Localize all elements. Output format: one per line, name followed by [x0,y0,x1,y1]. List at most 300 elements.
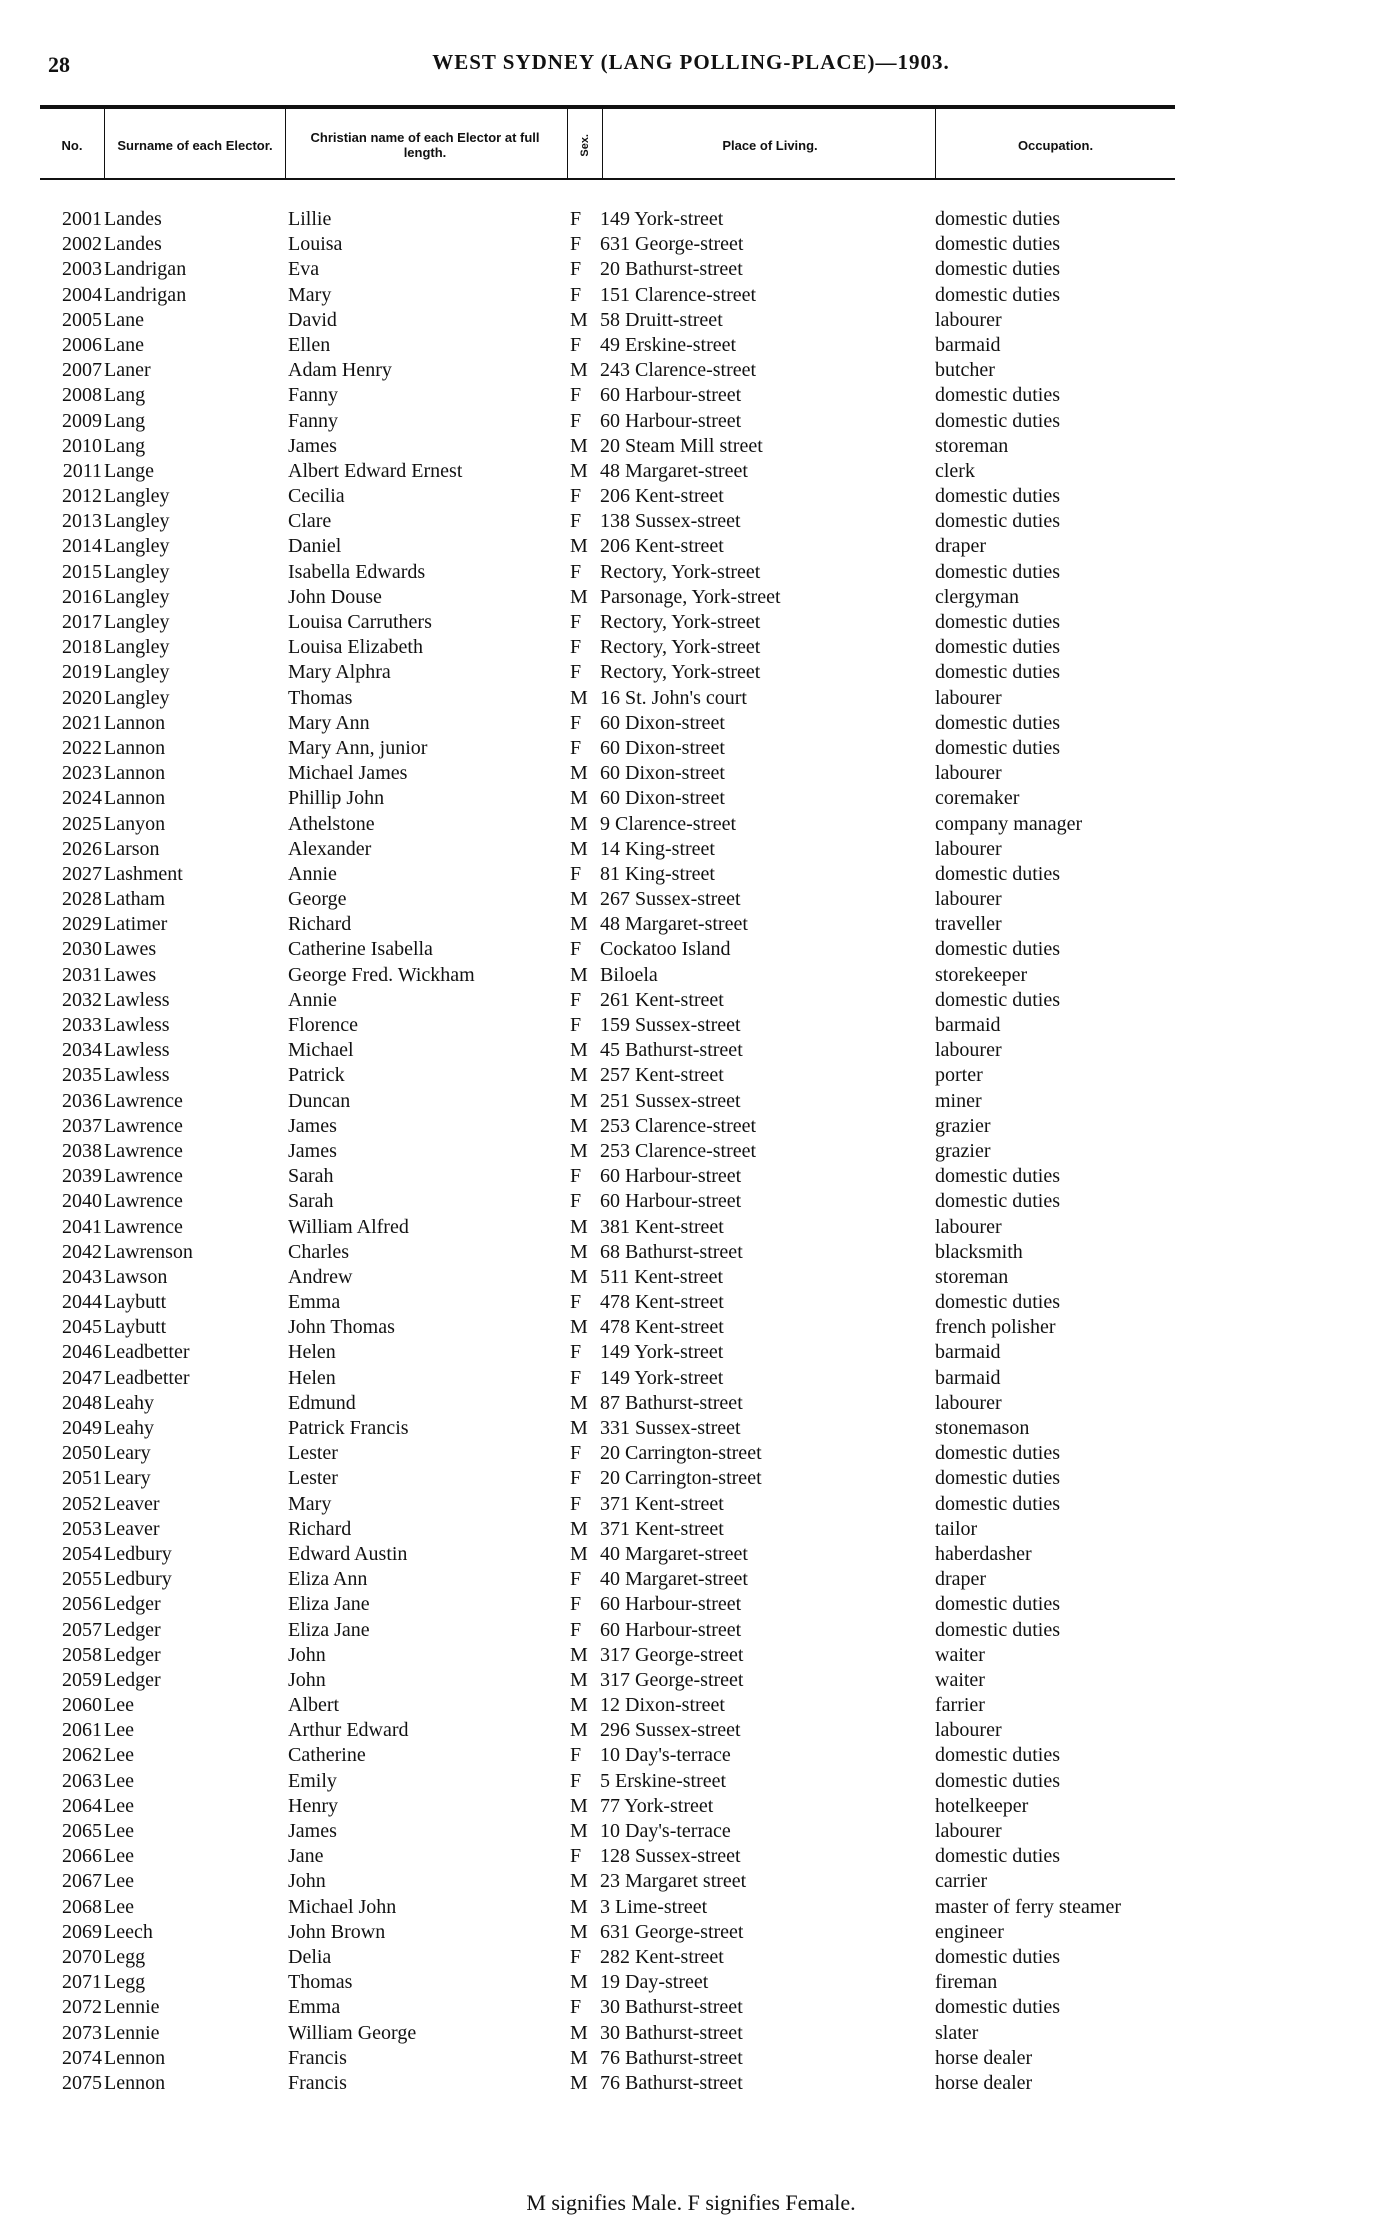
elector-surname: Leahy [104,1417,154,1439]
elector-sex: M [570,535,588,558]
elector-surname: Lawes [104,963,157,986]
elector-occupation: domestic duties [935,409,1060,432]
elector-sex: M [570,888,588,911]
table-row [0,1794,1382,1819]
elector-number: 2066 [62,1845,102,1868]
footer-legend: M signifies Male. F signifies Female. [526,2190,856,2215]
elector-surname: Langley [104,535,170,558]
elector-number: 2039 [62,1165,102,1188]
elector-christian-name: Arthur Edward [288,1719,409,1742]
elector-christian-name: Eliza Jane [288,1593,370,1616]
elector-sex: F [570,560,582,583]
elector-number: 2029 [62,913,102,936]
column-header-christian: Christian name of each Elector at full length. [310,130,540,160]
elector-occupation: domestic duties [935,1291,1060,1314]
elector-occupation: master of ferry steamer [935,1895,1122,1918]
elector-number: 2031 [62,963,102,986]
elector-number: 2001 [62,208,102,230]
elector-sex: M [570,837,588,860]
table-row [0,1819,1382,1844]
table-row [0,1542,1382,1567]
elector-place-of-living: Rectory, York-street [600,560,761,583]
elector-christian-name: Mary [288,1492,332,1515]
elector-christian-name: Catherine [288,1744,366,1767]
elector-christian-name: William George [288,2021,417,2044]
table-row [0,1718,1382,1743]
elector-christian-name: Lester [288,1442,338,1465]
elector-surname: Lee [104,1744,134,1767]
elector-place-of-living: 68 Bathurst-street [600,1240,743,1263]
elector-place-of-living: 30 Bathurst-street [600,1996,743,2019]
table-row [0,862,1382,887]
elector-place-of-living: 149 York-street [600,1366,724,1389]
elector-sex: F [570,258,582,281]
elector-number: 2021 [62,711,102,734]
elector-number: 2034 [62,1039,102,1062]
elector-place-of-living: 23 Margaret street [600,1870,747,1893]
elector-sex: M [570,762,588,785]
elector-christian-name: David [288,308,337,331]
elector-sex: F [570,1593,582,1616]
elector-sex: F [570,1467,582,1490]
elector-surname: Lawless [104,1014,170,1036]
elector-sex: F [570,233,582,256]
elector-place-of-living: 317 George-street [600,1643,744,1666]
elector-occupation: labourer [935,888,1002,911]
elector-occupation: fireman [935,1971,998,1994]
elector-sex: F [570,409,582,432]
elector-christian-name: Henry [288,1794,338,1817]
table-row [0,686,1382,711]
elector-occupation: storeman [935,1265,1009,1288]
elector-surname: Lang [104,409,146,432]
table-row [0,333,1382,358]
elector-place-of-living: 77 York-street [600,1794,714,1817]
column-header-surname: Surname of each Elector. [117,137,273,153]
elector-place-of-living: 511 Kent-street [600,1265,724,1288]
elector-occupation: barmaid [935,1341,1001,1364]
elector-sex: F [570,1492,582,1515]
table-row [0,1668,1382,1693]
elector-christian-name: Mary Ann, junior [288,736,428,759]
elector-place-of-living: 10 Day's-terrace [600,1820,731,1842]
elector-christian-name: John Douse [288,585,382,608]
elector-sex: F [570,1014,582,1036]
elector-christian-name: Albert Edward Ernest [288,459,463,482]
elector-surname: Lannon [104,762,166,785]
elector-number: 2044 [62,1291,102,1314]
table-row [0,635,1382,660]
elector-christian-name: John Thomas [288,1316,395,1339]
table-row [0,837,1382,862]
table-row [0,1441,1382,1466]
elector-occupation: domestic duties [935,560,1060,583]
elector-occupation: stonemason [935,1417,1030,1439]
elector-place-of-living: 60 Dixon-street [600,711,725,734]
elector-occupation: domestic duties [935,283,1060,306]
elector-occupation: miner [935,1089,982,1112]
elector-christian-name: John [288,1668,326,1691]
table-row [0,459,1382,484]
elector-place-of-living: 16 St. John's court [600,686,747,709]
elector-surname: Landrigan [104,283,187,306]
elector-sex: M [570,963,588,986]
table-row [0,1013,1382,1038]
elector-place-of-living: 261 Kent-street [600,988,724,1011]
table-row [0,1945,1382,1970]
elector-sex: M [570,1039,588,1062]
elector-number: 2025 [62,812,102,835]
elector-place-of-living: Cockatoo Island [600,938,731,961]
elector-number: 2005 [62,308,102,331]
elector-christian-name: James [288,434,337,457]
elector-christian-name: Edward Austin [288,1542,408,1565]
elector-surname: Ledger [104,1593,161,1616]
elector-sex: F [570,1366,582,1389]
elector-christian-name: Richard [288,913,352,936]
elector-sex: F [570,485,582,508]
elector-number: 2040 [62,1190,102,1213]
elector-christian-name: Isabella Edwards [288,560,426,583]
elector-surname: Lee [104,1820,134,1842]
elector-occupation: labourer [935,308,1002,331]
elector-occupation: grazier [935,1139,991,1162]
elector-place-of-living: 12 Dixon-street [600,1694,725,1717]
elector-surname: Lawes [104,938,157,961]
elector-number: 2038 [62,1139,102,1162]
elector-number: 2062 [62,1744,102,1767]
elector-place-of-living: 20 Carrington-street [600,1442,762,1465]
elector-place-of-living: 20 Bathurst-street [600,258,743,281]
elector-occupation: domestic duties [935,938,1060,961]
elector-christian-name: Annie [288,862,337,885]
column-header-no: No. [61,137,83,153]
elector-place-of-living: 81 King-street [600,862,715,885]
table-row [0,1164,1382,1189]
elector-surname: Ledger [104,1618,161,1641]
elector-christian-name: Mary Ann [288,711,370,734]
elector-sex: F [570,1291,582,1314]
elector-number: 2063 [62,1769,102,1792]
table-row [0,937,1382,962]
elector-number: 2017 [62,611,102,633]
elector-place-of-living: 478 Kent-street [600,1316,724,1339]
elector-sex: M [570,1240,588,1263]
elector-christian-name: Louisa Carruthers [288,611,432,633]
elector-occupation: domestic duties [935,208,1060,230]
elector-occupation: domestic duties [935,1769,1060,1792]
elector-place-of-living: 48 Margaret-street [600,459,748,482]
table-row [0,1567,1382,1592]
elector-sex: M [570,459,588,482]
elector-number: 2015 [62,560,102,583]
elector-surname: Ledger [104,1668,161,1691]
elector-occupation: labourer [935,1215,1002,1238]
elector-occupation: blacksmith [935,1240,1023,1263]
elector-number: 2065 [62,1820,102,1842]
elector-number: 2047 [62,1366,102,1389]
elector-number: 2051 [62,1467,102,1490]
elector-surname: Lawrence [104,1089,183,1112]
elector-place-of-living: 282 Kent-street [600,1945,724,1968]
elector-surname: Latimer [104,913,168,936]
elector-sex: F [570,1442,582,1465]
table-row [0,1366,1382,1391]
table-row [0,509,1382,534]
column-header-occupation: Occupation. [1017,137,1094,153]
table-row [0,484,1382,509]
elector-surname: Lashment [104,862,183,885]
elector-number: 2033 [62,1014,102,1036]
elector-number: 2064 [62,1794,102,1817]
table-row [0,786,1382,811]
elector-surname: Langley [104,585,170,608]
elector-christian-name: Lester [288,1467,338,1490]
elector-number: 2022 [62,736,102,759]
elector-surname: Leaver [104,1517,160,1540]
elector-number: 2007 [62,359,102,382]
elector-sex: F [570,736,582,759]
elector-surname: Landrigan [104,258,187,281]
elector-place-of-living: 478 Kent-street [600,1291,724,1314]
elector-occupation: grazier [935,1114,991,1137]
elector-surname: Leech [104,1920,153,1943]
elector-occupation: labourer [935,1820,1002,1842]
elector-occupation: domestic duties [935,510,1060,533]
elector-christian-name: Athelstone [288,812,375,835]
elector-number: 2072 [62,1996,102,2019]
elector-christian-name: Sarah [288,1165,334,1188]
table-row [0,358,1382,383]
elector-christian-name: Alexander [288,837,372,860]
electoral-roll-list [0,207,1382,2096]
table-row [0,560,1382,585]
elector-occupation: coremaker [935,787,1020,810]
elector-occupation: barmaid [935,1366,1001,1389]
elector-christian-name: James [288,1114,337,1137]
header-bottom-rule [40,178,1175,180]
elector-surname: Lane [104,308,144,331]
elector-place-of-living: 19 Day-street [600,1971,709,1994]
elector-sex: F [570,938,582,961]
elector-number: 2045 [62,1316,102,1339]
elector-occupation: carrier [935,1870,988,1893]
elector-sex: M [570,585,588,608]
table-row [0,1693,1382,1718]
elector-occupation: domestic duties [935,1945,1060,1968]
elector-place-of-living: Parsonage, York-street [600,585,781,608]
table-row [0,1466,1382,1491]
elector-occupation: labourer [935,1719,1002,1742]
elector-place-of-living: 76 Bathurst-street [600,2071,743,2094]
elector-sex: F [570,1769,582,1792]
elector-surname: Larson [104,837,160,860]
elector-place-of-living: 60 Harbour-street [600,1190,742,1213]
elector-christian-name: Eliza Ann [288,1568,368,1591]
elector-christian-name: Emma [288,1291,341,1314]
elector-number: 2035 [62,1064,102,1087]
table-row [0,207,1382,232]
elector-place-of-living: 20 Steam Mill street [600,434,763,457]
table-row [0,1517,1382,1542]
elector-surname: Laybutt [104,1316,167,1339]
elector-sex: F [570,1996,582,2019]
elector-number: 2012 [62,485,102,508]
elector-number: 2069 [62,1920,102,1943]
elector-number: 2057 [62,1618,102,1641]
column-header-place: Place of Living. [722,137,818,153]
elector-christian-name: Eliza Jane [288,1618,370,1641]
table-row [0,2046,1382,2071]
table-row [0,660,1382,685]
elector-surname: Lennie [104,1996,160,2019]
elector-number: 2026 [62,837,102,860]
elector-sex: M [570,812,588,835]
elector-surname: Lee [104,1794,134,1817]
elector-place-of-living: 87 Bathurst-street [600,1391,743,1414]
elector-number: 2011 [62,459,102,482]
elector-christian-name: James [288,1820,337,1842]
elector-occupation: domestic duties [935,1593,1060,1616]
elector-christian-name: Catherine Isabella [288,938,433,961]
elector-christian-name: Emily [288,1769,337,1792]
elector-occupation: domestic duties [935,233,1060,256]
elector-sex: M [570,1064,588,1087]
page-number: 28 [48,52,70,77]
elector-occupation: labourer [935,837,1002,860]
elector-number: 2054 [62,1542,102,1565]
elector-christian-name: Helen [288,1341,336,1364]
header-divider [285,108,286,178]
header-divider [104,108,105,178]
elector-sex: F [570,1845,582,1868]
elector-surname: Langley [104,560,170,583]
elector-place-of-living: Rectory, York-street [600,636,761,659]
table-row [0,283,1382,308]
elector-surname: Legg [104,1971,146,1994]
elector-number: 2014 [62,535,102,558]
elector-christian-name: John [288,1643,326,1666]
elector-surname: Langley [104,661,170,684]
elector-sex: F [570,988,582,1011]
elector-christian-name: Andrew [288,1265,353,1288]
elector-surname: Lawless [104,1064,170,1087]
elector-place-of-living: 49 Erskine-street [600,333,737,356]
elector-sex: M [570,787,588,810]
elector-surname: Lennie [104,2021,160,2044]
table-row [0,1618,1382,1643]
elector-occupation: domestic duties [935,711,1060,734]
table-row [0,2071,1382,2096]
elector-occupation: porter [935,1064,983,1087]
elector-number: 2036 [62,1089,102,1112]
elector-place-of-living: 76 Bathurst-street [600,2046,743,2069]
table-row [0,1970,1382,1995]
elector-sex: M [570,1895,588,1918]
elector-occupation: traveller [935,913,1002,936]
elector-occupation: butcher [935,359,995,382]
elector-place-of-living: 331 Sussex-street [600,1417,741,1439]
elector-number: 2071 [62,1971,102,1994]
table-row [0,1290,1382,1315]
elector-sex: M [570,1265,588,1288]
elector-surname: Legg [104,1945,146,1968]
table-row [0,409,1382,434]
elector-surname: Latham [104,888,166,911]
table-row [0,1869,1382,1894]
elector-christian-name: Clare [288,510,332,533]
elector-number: 2058 [62,1643,102,1666]
elector-number: 2006 [62,333,102,356]
table-row [0,2021,1382,2046]
elector-christian-name: Jane [288,1845,324,1868]
elector-surname: Lannon [104,711,166,734]
elector-sex: F [570,1744,582,1767]
elector-sex: M [570,2046,588,2069]
elector-surname: Leary [104,1467,151,1490]
table-row [0,1189,1382,1214]
elector-place-of-living: 60 Dixon-street [600,736,725,759]
table-row [0,1995,1382,2020]
elector-occupation: engineer [935,1920,1004,1943]
elector-sex: F [570,661,582,684]
elector-occupation: domestic duties [935,661,1060,684]
elector-occupation: farrier [935,1694,985,1717]
elector-sex: M [570,2021,588,2044]
elector-christian-name: Helen [288,1366,336,1389]
elector-sex: F [570,384,582,407]
elector-sex: M [570,1316,588,1339]
elector-christian-name: Ellen [288,333,331,356]
elector-surname: Ledbury [104,1542,172,1565]
elector-number: 2020 [62,686,102,709]
table-row [0,1844,1382,1869]
elector-surname: Leadbetter [104,1366,190,1389]
elector-sex: M [570,2071,588,2094]
elector-occupation: domestic duties [935,1165,1060,1188]
elector-number: 2019 [62,661,102,684]
elector-christian-name: Patrick [288,1064,345,1087]
elector-sex: M [570,1517,588,1540]
elector-occupation: haberdasher [935,1542,1032,1565]
table-row [0,887,1382,912]
elector-place-of-living: 60 Dixon-street [600,762,725,785]
elector-occupation: domestic duties [935,988,1060,1011]
elector-occupation: domestic duties [935,1618,1060,1641]
elector-number: 2013 [62,510,102,533]
elector-christian-name: Fanny [288,409,338,432]
elector-number: 2018 [62,636,102,659]
elector-christian-name: Louisa [288,233,343,256]
elector-occupation: tailor [935,1517,978,1540]
elector-surname: Langley [104,485,170,508]
elector-number: 2037 [62,1114,102,1137]
elector-surname: Lange [104,459,154,482]
elector-christian-name: Albert [288,1694,340,1717]
table-row [0,1492,1382,1517]
elector-number: 2041 [62,1215,102,1238]
elector-occupation: domestic duties [935,1190,1060,1213]
elector-place-of-living: 14 King-street [600,837,715,860]
elector-sex: M [570,1114,588,1137]
elector-number: 2010 [62,434,102,457]
table-row [0,1769,1382,1794]
elector-place-of-living: 138 Sussex-street [600,510,741,533]
header-top-rule [40,105,1175,109]
table-row [0,1340,1382,1365]
elector-place-of-living: 58 Druitt-street [600,308,723,331]
elector-surname: Lawson [104,1265,168,1288]
